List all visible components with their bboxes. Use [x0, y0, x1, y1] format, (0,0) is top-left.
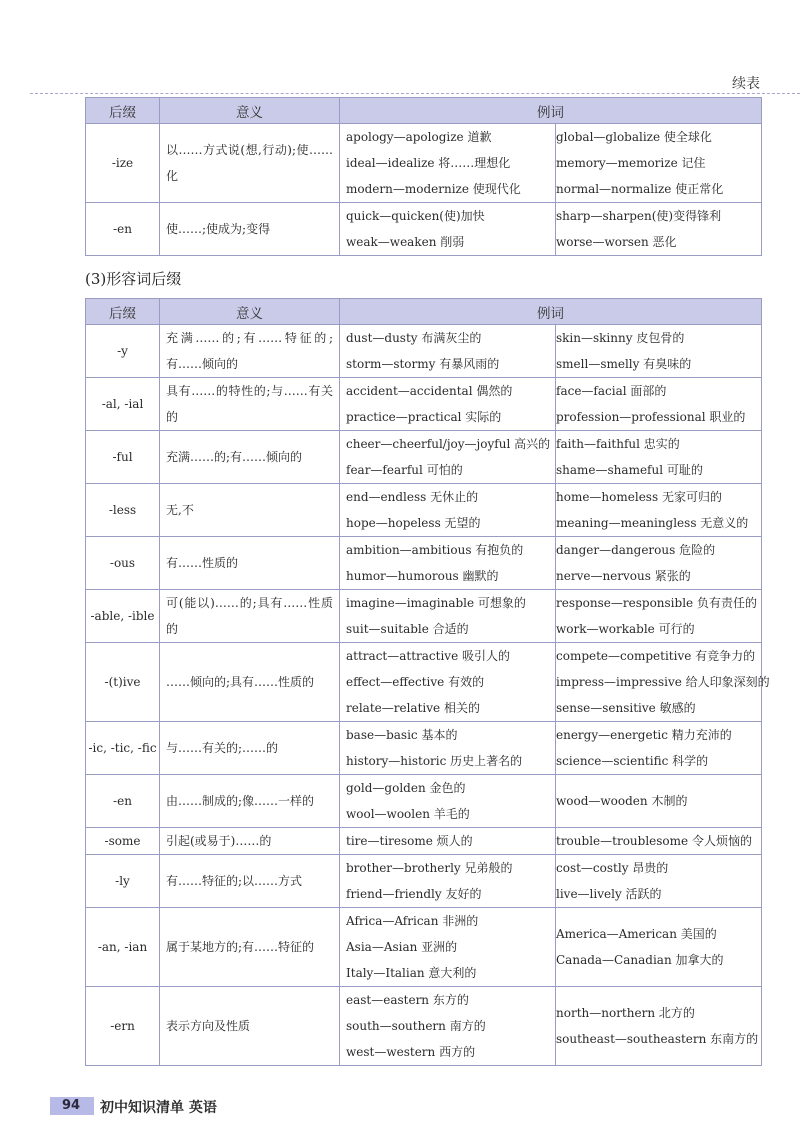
example-word: skin—skinny 皮包骨的	[556, 331, 685, 345]
example-word: face—facial 面部的	[556, 384, 667, 398]
meaning-cell: 以……方式说(想,行动);使……化	[160, 124, 340, 203]
example-word: attract—attractive 吸引人的	[346, 649, 510, 663]
example-word: friend—friendly 友好的	[346, 887, 482, 901]
suffix-cell: -an, -ian	[86, 908, 160, 987]
example-word: effect—effective 有效的	[346, 675, 485, 689]
example-word: global—globalize 使全球化	[556, 130, 712, 144]
examples-cell	[340, 203, 556, 256]
example-word: Africa—African 非洲的	[346, 914, 479, 928]
suffix-cell: -ize	[86, 124, 160, 203]
example-word: cheer—cheerful/joy—joyful 高兴的	[346, 437, 551, 451]
meaning-cell: ……倾向的;具有……性质的	[160, 643, 340, 722]
example-word: quick—quicken(使)加快	[346, 209, 485, 223]
suffix-cell: -ous	[86, 537, 160, 590]
suffix-cell: -ern	[86, 987, 160, 1066]
examples-cell	[556, 643, 770, 722]
examples-cell	[556, 775, 762, 828]
examples-cell	[556, 722, 762, 775]
example-word: east—eastern 东方的	[346, 993, 469, 1007]
meaning-cell: 充满……的;有……特征的;有……倾向的	[160, 325, 340, 378]
header-suffix: 后缀	[86, 98, 160, 124]
example-word: smell—smelly 有臭味的	[556, 357, 692, 371]
examples-cell	[556, 378, 762, 431]
example-word: Canada—Canadian 加拿大的	[556, 953, 724, 967]
meaning-cell: 使……;使成为;变得	[160, 203, 340, 256]
table-row	[86, 537, 762, 590]
example-word: dust—dusty 布满灰尘的	[346, 331, 482, 345]
example-word: memory—memorize 记住	[556, 156, 706, 170]
examples-cell	[340, 987, 556, 1066]
section-title: (3)形容词后缀	[85, 270, 182, 288]
examples-cell	[340, 378, 556, 431]
table-row	[86, 987, 762, 1066]
example-word: Italy—Italian 意大利的	[346, 966, 477, 980]
meaning-cell: 有……特征的;以……方式	[160, 855, 340, 908]
example-word: wool—woolen 羊毛的	[346, 807, 470, 821]
suffix-cell: -al, -ial	[86, 378, 160, 431]
meaning-cell: 表示方向及性质	[160, 987, 340, 1066]
examples-cell	[340, 325, 556, 378]
example-word: nerve—nervous 紧张的	[556, 569, 691, 583]
examples-cell	[556, 484, 762, 537]
table-row	[86, 828, 762, 855]
header-examples: 例词	[340, 98, 762, 124]
examples-cell	[340, 775, 556, 828]
example-word: end—endless 无休止的	[346, 490, 479, 504]
example-word: modern—modernize 使现代化	[346, 182, 521, 196]
example-word: work—workable 可行的	[556, 622, 695, 636]
example-word: worse—worsen 恶化	[556, 235, 677, 249]
adjective-suffix-table	[85, 298, 770, 1066]
table-row	[86, 484, 762, 537]
example-word: danger—dangerous 危险的	[556, 543, 716, 557]
examples-cell	[340, 431, 556, 484]
suffix-cell: -y	[86, 325, 160, 378]
suffix-cell: -en	[86, 203, 160, 256]
examples-cell	[556, 590, 762, 643]
example-word: north—northern 北方的	[556, 1006, 695, 1020]
example-word: fear—fearful 可怕的	[346, 463, 463, 477]
example-word: wood—wooden 木制的	[556, 794, 688, 808]
meaning-cell: 与……有关的;……的	[160, 722, 340, 775]
examples-cell	[340, 537, 556, 590]
example-word: compete—competitive 有竞争力的	[556, 649, 756, 663]
meaning-cell: 充满……的;有……倾向的	[160, 431, 340, 484]
example-word: energy—energetic 精力充沛的	[556, 728, 732, 742]
noun-verb-suffix-table	[85, 97, 762, 256]
table-row	[86, 590, 762, 643]
table-row	[86, 855, 762, 908]
example-word: practice—practical 实际的	[346, 410, 502, 424]
suffix-cell: -able, -ible	[86, 590, 160, 643]
example-word: relate—relative 相关的	[346, 701, 480, 715]
book-title: 初中知识清单 英语	[100, 1100, 217, 1116]
suffix-cell: -ly	[86, 855, 160, 908]
example-word: humor—humorous 幽默的	[346, 569, 499, 583]
suffix-cell: -en	[86, 775, 160, 828]
table-row	[86, 722, 762, 775]
example-word: sense—sensitive 敏感的	[556, 701, 696, 715]
examples-cell	[556, 537, 762, 590]
example-word: science—scientific 科学的	[556, 754, 709, 768]
page-number: 94	[62, 1098, 81, 1113]
examples-cell	[340, 908, 556, 987]
example-word: tire—tiresome 烦人的	[346, 834, 473, 848]
example-word: normal—normalize 使正常化	[556, 182, 724, 196]
examples-cell	[340, 643, 556, 722]
examples-cell	[556, 124, 762, 203]
example-word: America—American 美国的	[556, 927, 717, 941]
examples-cell	[556, 828, 762, 855]
suffix-cell: -less	[86, 484, 160, 537]
example-word: weak—weaken 削弱	[346, 235, 465, 249]
meaning-cell: 具有……的特性的;与……有关的	[160, 378, 340, 431]
examples-cell	[340, 722, 556, 775]
meaning-cell: 无,不	[160, 484, 340, 537]
table-row	[86, 775, 762, 828]
meaning-cell: 有……性质的	[160, 537, 340, 590]
header-meaning: 意义	[160, 98, 340, 124]
examples-cell	[340, 124, 556, 203]
example-word: apology—apologize 道歉	[346, 130, 492, 144]
example-word: storm—stormy 有暴风雨的	[346, 357, 500, 371]
examples-cell	[340, 828, 556, 855]
example-word: southeast—southeastern 东南方的	[556, 1032, 759, 1046]
example-word: trouble—troublesome 令人烦恼的	[556, 834, 752, 848]
table-row	[86, 431, 762, 484]
example-word: hope—hopeless 无望的	[346, 516, 481, 530]
meaning-cell: 可(能以)……的;具有……性质的	[160, 590, 340, 643]
examples-cell	[340, 590, 556, 643]
header-suffix: 后缀	[86, 299, 160, 325]
table-row	[86, 908, 762, 987]
example-word: Asia—Asian 亚洲的	[346, 940, 458, 954]
example-word: south—southern 南方的	[346, 1019, 486, 1033]
example-word: base—basic 基本的	[346, 728, 458, 742]
example-word: ideal—idealize 将……理想化	[346, 156, 511, 170]
examples-cell	[556, 855, 762, 908]
table-row	[86, 124, 762, 203]
header-meaning: 意义	[160, 299, 340, 325]
table-header-row	[86, 299, 762, 325]
suffix-cell: -ful	[86, 431, 160, 484]
suffix-cell: -some	[86, 828, 160, 855]
example-word: imagine—imaginable 可想象的	[346, 596, 526, 610]
example-word: sharp—sharpen(使)变得锋利	[556, 209, 722, 223]
table-row	[86, 378, 762, 431]
example-word: west—western 西方的	[346, 1045, 476, 1059]
example-word: brother—brotherly 兄弟般的	[346, 861, 513, 875]
table-row	[86, 203, 762, 256]
example-word: cost—costly 昂贵的	[556, 861, 669, 875]
example-word: home—homeless 无家可归的	[556, 490, 722, 504]
example-word: gold—golden 金色的	[346, 781, 466, 795]
meaning-cell: 由……制成的;像……一样的	[160, 775, 340, 828]
example-word: profession—professional 职业的	[556, 410, 746, 424]
example-word: shame—shameful 可耻的	[556, 463, 703, 477]
examples-cell	[556, 987, 762, 1066]
example-word: meaning—meaningless 无意义的	[556, 516, 749, 530]
suffix-cell: -ic, -tic, -fic	[86, 722, 160, 775]
examples-cell	[556, 908, 762, 987]
example-word: impress—impressive 给人印象深刻的	[556, 675, 770, 689]
examples-cell	[556, 431, 762, 484]
example-word: accident—accidental 偶然的	[346, 384, 513, 398]
example-word: live—lively 活跃的	[556, 887, 662, 901]
meaning-cell: 引起(或易于)……的	[160, 828, 340, 855]
table-header-row	[86, 98, 762, 124]
table-row	[86, 643, 762, 722]
table-row	[86, 325, 762, 378]
examples-cell	[556, 203, 762, 256]
continued-label: 续表	[732, 76, 760, 92]
suffix-cell: -(t)ive	[86, 643, 160, 722]
example-word: ambition—ambitious 有抱负的	[346, 543, 524, 557]
meaning-cell: 属于某地方的;有……特征的	[160, 908, 340, 987]
examples-cell	[340, 484, 556, 537]
header-examples: 例词	[340, 299, 762, 325]
header-rule	[30, 93, 800, 94]
examples-cell	[556, 325, 762, 378]
examples-cell	[340, 855, 556, 908]
example-word: history—historic 历史上著名的	[346, 754, 523, 768]
example-word: faith—faithful 忠实的	[556, 437, 680, 451]
example-word: response—responsible 负有责任的	[556, 596, 757, 610]
example-word: suit—suitable 合适的	[346, 622, 469, 636]
